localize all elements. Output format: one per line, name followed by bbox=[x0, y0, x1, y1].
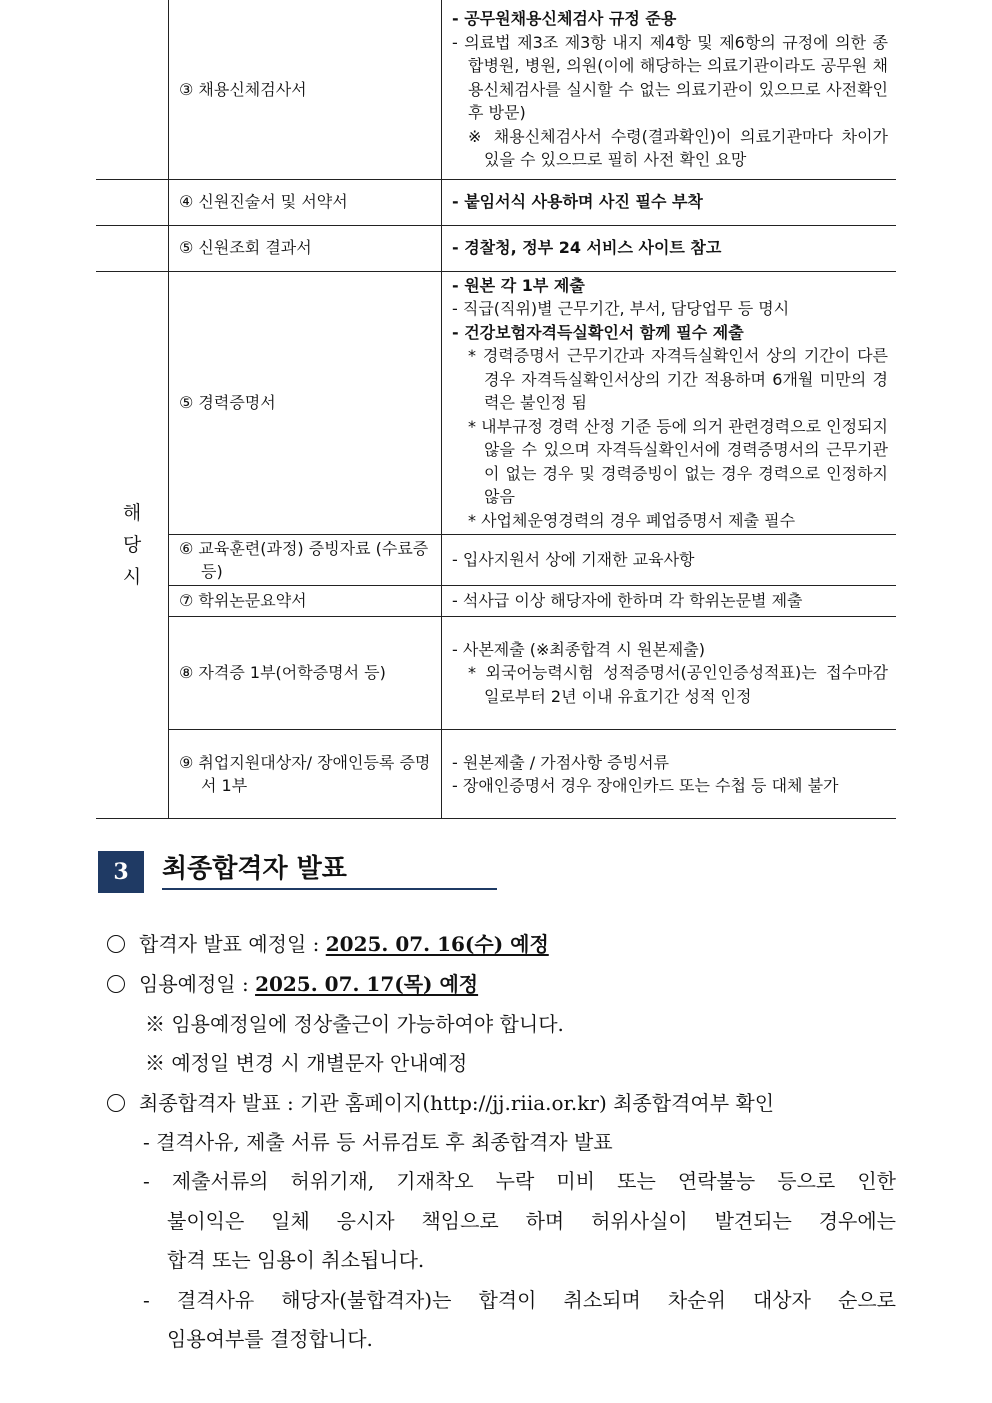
circle-bullet-icon bbox=[107, 975, 125, 993]
detail-line: - 입사지원서 상에 기재한 교육사항 bbox=[452, 550, 695, 570]
document-name: ③ 채용신체검사서 bbox=[179, 79, 307, 99]
note-line: ※ 예정일 변경 시 개별문자 안내예정 bbox=[145, 1051, 468, 1075]
table-row bbox=[96, 730, 896, 819]
dash-line-continued: 합격 또는 임용이 취소됩니다. bbox=[167, 1248, 425, 1272]
note-line: ※ 임용예정일에 정상출근이 가능하여야 합니다. bbox=[145, 1012, 564, 1036]
detail-line: - 건강보험자격득실확인서 함께 필수 제출 bbox=[452, 322, 744, 342]
document-detail-cell bbox=[442, 225, 897, 271]
table-row bbox=[96, 535, 896, 586]
table-row bbox=[96, 586, 896, 617]
document-name-cell bbox=[169, 617, 442, 730]
table-row bbox=[96, 271, 896, 535]
table-row bbox=[96, 179, 896, 225]
document-name-cell bbox=[169, 586, 442, 617]
detail-note: * 내부규정 경력 산정 기준 등에 의거 관련경력으로 인정되지 않을 수 있으며 자격득실확인서에 경력증명서의 근무기관이 없는 경우 및 경력증빙이 없는 경우 경력으로 인정하지 않음 bbox=[468, 416, 888, 506]
document-detail-cell bbox=[442, 617, 897, 730]
detail-line: - 붙임서식 사용하며 사진 필수 부착 bbox=[452, 192, 703, 212]
document-name-cell bbox=[169, 0, 442, 179]
dash-line: - 결격사유 해당자(불합격자)는 합격이 취소되며 차순위 대상자 순으로 bbox=[143, 1288, 896, 1312]
announce-date-label: 합격자 발표 예정일 : bbox=[139, 932, 320, 956]
document-name-cell bbox=[169, 225, 442, 271]
document-name: ⑧ 자격증 1부(어학증명서 등) bbox=[179, 663, 386, 683]
table-row bbox=[96, 225, 896, 271]
document-name: ④ 신원진술서 및 서약서 bbox=[179, 192, 348, 212]
detail-line: - 석사급 이상 해당자에 한하며 각 학위논문별 제출 bbox=[452, 591, 803, 611]
detail-line: - 의료법 제3조 제3항 내지 제4항 및 제6항의 규정에 의한 종합병원, 병원, 의원(이에 해당하는 의료기관이라도 공무원 채용신체검사를 실시할 수 없는 의료기관이 있으므로 사전확인 후 방문) bbox=[452, 32, 888, 122]
detail-note: * 경력증명서 근무기간과 자격득실확인서 상의 기간이 다른 경우 자격득실확인서상의 기간 적용하며 6개월 미만의 경력은 불인정 됨 bbox=[468, 346, 888, 412]
detail-note: * 외국어능력시험 성적증명서(공인인증성적표)는 접수마감일로부터 2년 이내 유효기간 성적 인정 bbox=[468, 663, 888, 706]
document-name-cell bbox=[169, 271, 442, 535]
detail-line: - 경찰청, 정부 24 서비스 사이트 참고 bbox=[452, 238, 722, 258]
final-announce-line bbox=[107, 1088, 774, 1118]
table-row bbox=[96, 617, 896, 730]
document-detail-cell bbox=[442, 271, 897, 535]
dash-line-continued: 임용여부를 결정합니다. bbox=[167, 1327, 373, 1351]
detail-line: - 장애인증명서 경우 장애인카드 또는 수첩 등 대체 불가 bbox=[452, 776, 839, 795]
dash-line: - 결격사유, 제출 서류 등 서류검토 후 최종합격자 발표 bbox=[143, 1130, 613, 1154]
announce-date-value: 2025. 07. 16(수) 예정 bbox=[325, 932, 549, 956]
document-name-cell bbox=[169, 730, 442, 819]
document-name-cell bbox=[169, 535, 442, 586]
appoint-date-label: 임용예정일 : bbox=[139, 972, 249, 996]
group-label-conditional: 해당시 bbox=[122, 501, 142, 588]
section-number-badge: 3 bbox=[98, 851, 144, 893]
document-detail-cell bbox=[442, 730, 897, 819]
document-name-cell bbox=[169, 179, 442, 225]
group-cell-conditional bbox=[96, 271, 169, 819]
dash-line-continued: 불이익은 일체 응시자 책임으로 하며 허위사실이 발견되는 경우에는 bbox=[167, 1209, 896, 1233]
detail-note: ※ 채용신체검사서 수령(결과확인)이 의료기관마다 차이가 있을 수 있으므로 필히 사전 확인 요망 bbox=[468, 126, 888, 169]
group-cell-required bbox=[96, 179, 169, 225]
table-row bbox=[96, 0, 896, 179]
announce-date-line bbox=[107, 929, 549, 959]
circle-bullet-icon bbox=[107, 1094, 125, 1112]
group-cell-required bbox=[96, 0, 169, 179]
detail-line: - 원본 각 1부 제출 bbox=[452, 275, 585, 295]
section-title: 최종합격자 발표 bbox=[162, 850, 497, 890]
detail-line: - 직급(직위)별 근무기간, 부서, 담당업무 등 명시 bbox=[452, 299, 790, 318]
document-detail-cell bbox=[442, 179, 897, 225]
document-detail-cell bbox=[442, 535, 897, 586]
appoint-date-line bbox=[107, 969, 478, 999]
detail-line: - 사본제출 (※최종합격 시 원본제출) bbox=[452, 639, 705, 659]
document-name: ⑥ 교육훈련(과정) 증빙자료 (수료증 등) bbox=[179, 538, 429, 581]
required-documents-table bbox=[96, 0, 896, 819]
document-detail-cell bbox=[442, 0, 897, 179]
detail-line: - 원본제출 / 가점사항 증빙서류 bbox=[452, 752, 669, 772]
final-announce-text: 최종합격자 발표 : 기관 홈페이지(http://jj.riia.or.kr) 최종합격여부 확인 bbox=[139, 1091, 775, 1115]
appoint-date-value: 2025. 07. 17(목) 예정 bbox=[255, 972, 479, 996]
detail-note: * 사업체운영경력의 경우 폐업증명서 제출 필수 bbox=[468, 510, 796, 530]
document-name: ⑦ 학위논문요약서 bbox=[179, 591, 307, 611]
document-name: ⑤ 경력증명서 bbox=[179, 393, 276, 412]
detail-line: - 공무원채용신체검사 규정 준용 bbox=[452, 9, 677, 28]
group-cell-required bbox=[96, 225, 169, 271]
document-name: ⑨ 취업지원대상자/ 장애인등록 증명서 1부 bbox=[179, 752, 431, 795]
dash-line: - 제출서류의 허위기재, 기재착오 누락 미비 또는 연락불능 등으로 인한 bbox=[143, 1169, 896, 1193]
circle-bullet-icon bbox=[107, 935, 125, 953]
document-name: ⑤ 신원조회 결과서 bbox=[179, 238, 312, 258]
document-detail-cell bbox=[442, 586, 897, 617]
